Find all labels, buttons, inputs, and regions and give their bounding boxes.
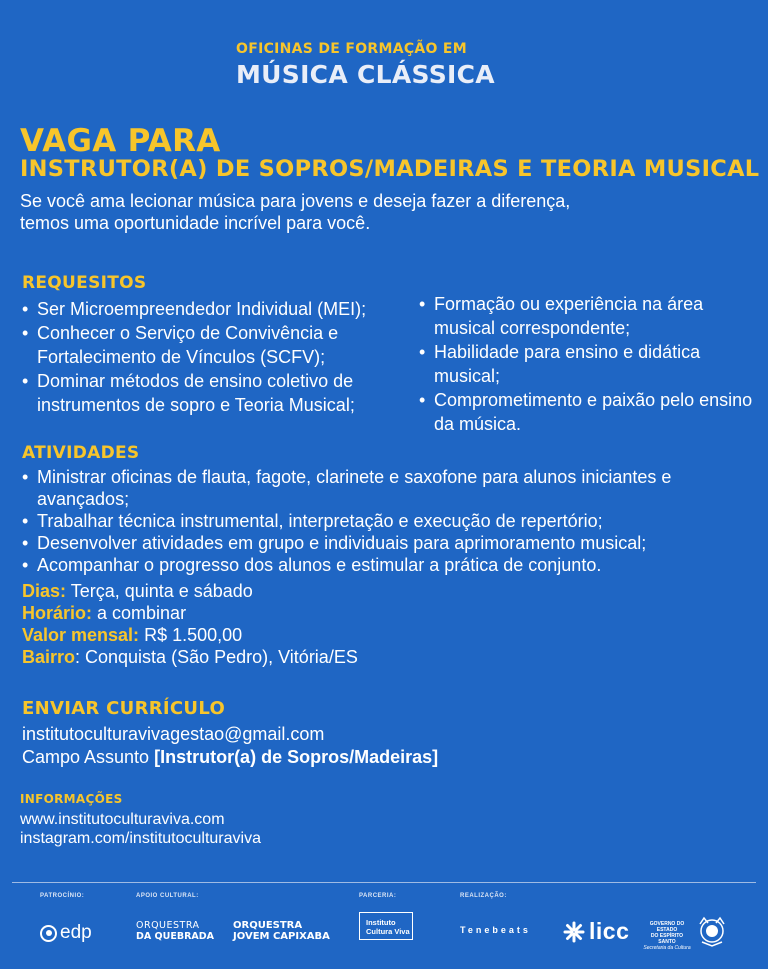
parceria-label: PARCERIA:	[359, 893, 397, 899]
ojc-line-1: ORQUESTRA	[233, 920, 303, 931]
vaga-para-heading: VAGA PARA	[20, 123, 221, 159]
icv-line-1: Instituto	[366, 918, 396, 927]
list-item: • Ser Microempreendedor Individual (MEI);	[20, 297, 415, 321]
list-item: • Desenvolver atividades em grupo e individuais para aprimoramento musical;	[20, 532, 765, 554]
list-item: • Acompanhar o progresso dos alunos e estimular a prática de conjunto.	[20, 554, 765, 576]
instagram-link[interactable]: instagram.com/institutoculturaviva	[20, 830, 261, 847]
list-item: • Comprometimento e paixão pelo ensino da música.	[417, 388, 757, 436]
edp-ring-icon	[40, 925, 57, 942]
intro-line-1: Se você ama lecionar música para jovens e deseja fazer a diferença,	[20, 191, 571, 211]
list-item: • Ministrar oficinas de flauta, fagote, clarinete e saxofone para alunos iniciantes e avançados;	[20, 466, 765, 510]
ojc-line-2: JOVEM CAPIXABA	[233, 931, 330, 942]
dias-label: Dias:	[22, 581, 67, 601]
licc-sunburst-icon	[563, 921, 585, 943]
footer-divider	[12, 882, 756, 883]
oq-line-1: ORQUESTRA	[136, 920, 200, 931]
dias-value: Terça, quinta e sábado	[66, 581, 253, 601]
valor-value: R$ 1.500,00	[139, 625, 243, 645]
licc-logo	[563, 918, 629, 945]
website-link[interactable]: www.institutoculturaviva.com	[20, 811, 225, 828]
event-kicker: OFICINAS DE FORMAÇÃO EM	[236, 41, 468, 57]
bairro-label: Bairro	[22, 647, 76, 667]
oq-line-2: DA QUEBRADA	[136, 931, 214, 942]
job-details	[22, 580, 358, 668]
enviar-curriculo-heading: ENVIAR CURRÍCULO	[22, 698, 226, 719]
contact-email[interactable]: institutoculturavivagestao@gmail.com	[22, 724, 325, 744]
state-crest-icon	[696, 914, 728, 948]
atividades-heading: ATIVIDADES	[22, 443, 140, 463]
governo-es-logo-text	[643, 921, 691, 951]
informacoes-heading: INFORMAÇÕES	[20, 792, 123, 806]
atividades-list	[20, 466, 765, 576]
valor-row	[22, 624, 358, 646]
requisitos-heading: REQUESITOS	[22, 273, 147, 293]
orquestra-jovem-capixaba-logo	[233, 920, 330, 942]
horario-label: Horário:	[22, 603, 93, 623]
list-item: • Habilidade para ensino e didática musical;	[417, 340, 757, 388]
gov-line-2: DO ESPÍRITO SANTO	[650, 933, 684, 945]
valor-label: Valor mensal:	[22, 625, 140, 645]
requisitos-list-left	[20, 297, 415, 417]
intro-line-2: temos uma oportunidade incrível para você.	[20, 213, 371, 233]
subject-value: [Instrutor(a) de Sopros/Madeiras]	[154, 747, 439, 767]
gov-line-3: Secretaria da Cultura	[643, 945, 691, 951]
role-title: INSTRUTOR(A) DE SOPROS/MADEIRAS E TEORIA MUSICAL	[20, 156, 760, 182]
requisitos-list-right	[417, 292, 757, 436]
enviar-body	[22, 723, 438, 769]
instituto-cultura-viva-logo	[359, 912, 413, 940]
bairro-row	[22, 646, 358, 668]
informacoes-body	[20, 810, 261, 848]
horario-row	[22, 602, 358, 624]
intro-text	[20, 190, 680, 234]
list-item: • Formação ou experiência na área musical correspondente;	[417, 292, 757, 340]
bairro-value: : Conquista (São Pedro), Vitória/ES	[75, 647, 358, 667]
list-item: • Conhecer o Serviço de Convivência e Fortalecimento de Vínculos (SCFV);	[20, 321, 415, 369]
subject-prefix: Campo Assunto	[22, 747, 155, 767]
event-headline: MÚSICA CLÁSSICA	[236, 60, 495, 89]
gov-line-1: GOVERNO DO ESTADO	[649, 921, 685, 933]
edp-wordmark: edp	[60, 922, 92, 943]
list-item: • Trabalhar técnica instrumental, interpretação e execução de repertório;	[20, 510, 765, 532]
patrocinio-label: PATROCÍNIO:	[40, 893, 85, 899]
realizacao-label: REALIZAÇÃO:	[460, 893, 507, 899]
horario-value: a combinar	[92, 603, 187, 623]
orquestra-quebrada-logo	[136, 920, 214, 942]
icv-line-2: Cultura Viva	[366, 926, 410, 936]
subject-line	[22, 746, 438, 769]
edp-logo	[40, 922, 92, 944]
apoio-label: APOIO CULTURAL:	[136, 893, 199, 899]
licc-wordmark: licc	[589, 918, 630, 944]
dias-row	[22, 580, 358, 602]
list-item: • Dominar métodos de ensino coletivo de instrumentos de sopro e Teoria Musical;	[20, 369, 415, 417]
tenebeats-logo: Tenebeats	[460, 925, 531, 935]
